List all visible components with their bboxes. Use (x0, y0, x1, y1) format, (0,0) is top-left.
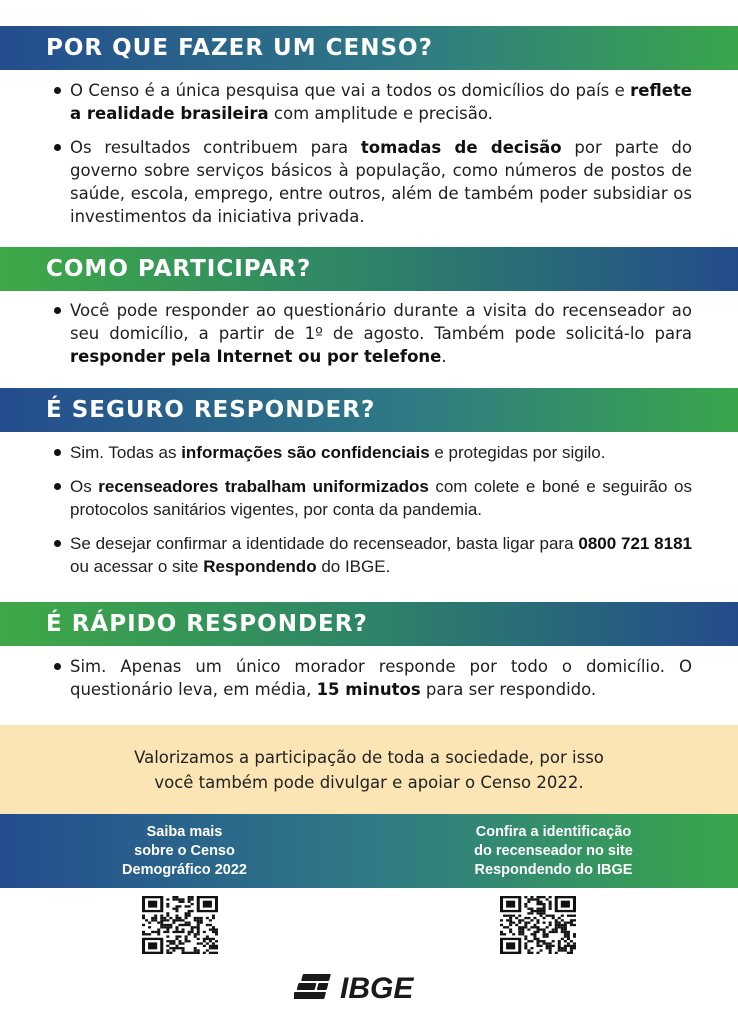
section-heading-4: É RÁPIDO RESPONDER? (0, 602, 738, 646)
bullet-text: Você pode responder ao questionário durante a visita do recenseador ao seu domicílio, a partir de 1º de agosto. Também pode solicitá-lo para (70, 301, 692, 343)
section-1-body (0, 79, 738, 239)
bullet-text: ou acessar o site (70, 557, 204, 576)
qr-code-respondendo-icon[interactable] (500, 896, 576, 954)
bold-text: informações são confidenciais (181, 443, 430, 462)
closing-line-1: Valorizamos a participação de toda a sociedade, por isso (134, 747, 604, 767)
bullet-text: para ser respondido. (420, 680, 597, 699)
bullet-2-1 (52, 299, 692, 368)
bullet-text: com amplitude e precisão. (268, 104, 493, 123)
footer-left: Saiba mais sobre o Censo Demográfico 2022 (122, 823, 247, 878)
bullet-text: com colete e boné e seguirão os protocolos sanitários vigentes, por conta da pandemia. (70, 477, 693, 519)
bullet-text: Os resultados contribuem para (70, 138, 361, 157)
bullet-3-2 (52, 475, 692, 521)
bullet-1-1 (52, 79, 692, 125)
bullet-text: O Censo é a única pesquisa que vai a todos os domicílios do país e (70, 81, 631, 100)
bullet-1-2 (52, 136, 692, 228)
bullet-text: do IBGE. (316, 557, 391, 576)
bold-text: tomadas de decisão (360, 138, 562, 157)
bullet-3-3 (52, 532, 692, 578)
bold-text: reflete a realidade brasileira (70, 81, 692, 123)
footer-bar (0, 814, 738, 888)
section-heading-1: POR QUE FAZER UM CENSO? (0, 26, 738, 70)
bold-text: Respondendo (203, 557, 317, 576)
bullet-text: . (441, 347, 447, 366)
bullet-3-1 (52, 441, 692, 464)
closing-line-2: você também pode divulgar e apoiar o Censo 2022. (154, 772, 584, 792)
bullet-text: e protegidas por sigilo. (429, 443, 606, 462)
closing-message (0, 725, 738, 814)
svg-text:IBGE: IBGE (340, 972, 414, 1002)
bold-text: recenseadores trabalham uniformizados (98, 477, 429, 496)
section-heading-2: COMO PARTICIPAR? (0, 247, 738, 291)
bold-text: 0800 721 8181 (578, 534, 692, 553)
bold-text: 15 minutos (316, 680, 421, 699)
footer-right: Confira a identificação do recenseador no site Respondendo do IBGE (474, 823, 633, 878)
bullet-text: Os (70, 477, 99, 496)
qr-code-censo-icon[interactable] (142, 896, 218, 954)
bullet-text: Sim. Apenas um único morador responde por todo o domicílio. O questionário leva, em média, (70, 657, 692, 699)
section-2-body (0, 299, 738, 379)
bullet-text: Se desejar confirmar a identidade do recenseador, basta ligar para (70, 534, 579, 553)
section-3-body (0, 441, 738, 589)
bold-text: responder pela Internet ou por telefone (70, 347, 442, 366)
bullet-4-1 (52, 655, 692, 701)
bullet-text: Sim. Todas as (70, 443, 182, 462)
bullet-text: por parte do governo sobre serviços básicos à população, como números de postos de saúde, escola, emprego, entre outros, além de também poder subsidiar os investimentos da iniciativa privada. (70, 138, 692, 226)
section-heading-3: É SEGURO RESPONDER? (0, 388, 738, 432)
section-4-body (0, 655, 738, 712)
ibge-logo (294, 970, 444, 1002)
